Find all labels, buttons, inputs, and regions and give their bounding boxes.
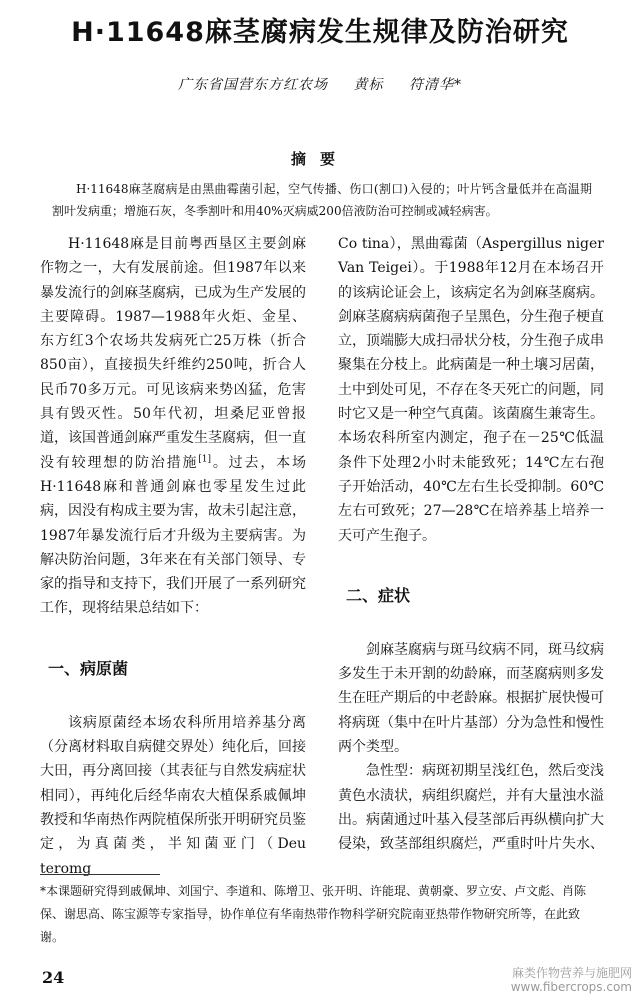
paper-title: H·11648麻茎腐病发生规律及防治研究 xyxy=(71,17,569,48)
site-watermark xyxy=(511,966,632,994)
watermark-title: 麻类作物营养与施肥网 xyxy=(511,966,632,980)
footnote: *本课题研究得到戚佩坤、刘国宁、李道和、陈增卫、张开明、许能琨、黄朝豪、罗立安、卢文彪、肖陈保、谢思高、陈宝源等专家指导，协作单位有华南热带作物科学研究院南亚热带作物研究所等，在此致谢。 xyxy=(40,884,587,944)
section-heading-pathogen: 一、病原菌 xyxy=(48,658,129,678)
reference-marker: [1] xyxy=(198,454,212,465)
author-line xyxy=(0,74,640,94)
abstract-heading: 摘要 xyxy=(290,150,349,168)
acute-type-paragraph: 急性型：病斑初期呈浅红色，然后变浅黄色水渍状，病组织腐烂，并有大量浊水溢出。病菌通过叶基入侵茎部后再纵横向扩大侵染，致茎部组织腐烂，严重时叶片失水、 xyxy=(338,763,604,853)
section-heading-symptoms: 二、症状 xyxy=(346,585,411,605)
pathogen-paragraph: 该病原菌经本场农科所用培养基分离（分离材料取自病健交界处）纯化后，回接大田，再分离回接（其表征与自然发病症状相同），再纯化后经华南农大植保系戚佩坤教授和华南热作两院植保所张开明研究员鉴定，为真菌类，半知菌亚门（Deu teromg xyxy=(40,714,306,877)
footnote-divider xyxy=(40,874,160,875)
right-column xyxy=(338,232,604,857)
left-column xyxy=(40,232,306,881)
watermark-url: www.fibercrops.com xyxy=(510,980,632,994)
pathogen-continued-paragraph: Co tina），黑曲霉菌（Aspergillus niger Van Teigei）。于1988年12月在本场召开的该病论证会上，该病定名为剑麻茎腐病。剑麻茎腐病病菌孢子呈黑色，分生孢子梗直立，顶端膨大成扫帚状分枝，分生孢子成串聚集在分枝上。此病菌是一种土壤习居菌，土中到处可见，不存在冬天死亡的问题，同时它又是一种空气真菌。该菌腐生兼寄生。本场农科所室内测定，孢子在－25℃低温条件下处理2小时未能致死；14℃左右孢子开始活动，40℃左右生长受抑制。60℃左右可致死；27—28℃在培养基上培养一天可产生孢子。 xyxy=(338,236,604,544)
abstract-text: H·11648麻茎腐病是由黑曲霉菌引起，空气传播、伤口(割口)入侵的；叶片钙含量低并在高温期割叶发病重；增施石灰，冬季割叶和用40%灭病威200倍液防治可控制或减轻病害。 xyxy=(52,182,592,218)
symptoms-paragraph: 剑麻茎腐病与斑马纹病不同，斑马纹病多发生于未开割的幼龄麻，而茎腐病则多发生在旺产期后的中老龄麻。根据扩展快慢可将病斑（集中在叶片基部）分为急性和慢性两个类型。 xyxy=(338,641,604,756)
author-name: 符清华* xyxy=(408,77,462,93)
page-number: 24 xyxy=(42,968,65,987)
intro-paragraph: H·11648麻是目前粤西垦区主要剑麻作物之一，大有发展前途。但1987年以来暴发流行的剑麻茎腐病，已成为生产发展的主要障碍。1987—1988年火炬、金星、东方红3个农场共发病死亡25万株（折合850亩），直接损失纤维约250吨，折合人民币70多万元。可见该病来势凶猛，危害具有毁灭性。50年代初，坦桑尼亚曾报道，该国普通剑麻严重发生茎腐病，但一直没有较理想的防治措施[1]。过去，本场H·11648麻和普通剑麻也零星发生过此病，因没有构成主要为害，故未引起注意，1987年暴发流行后才升级为主要病害。为解决防治问题，3年来在有关部门领导、专家的指导和支持下，我们开展了一系列研究工作，现将结果总结如下： xyxy=(40,236,306,617)
author-name: 黄标 xyxy=(353,77,384,93)
affiliation: 广东省国营东方红农场 xyxy=(178,77,329,93)
